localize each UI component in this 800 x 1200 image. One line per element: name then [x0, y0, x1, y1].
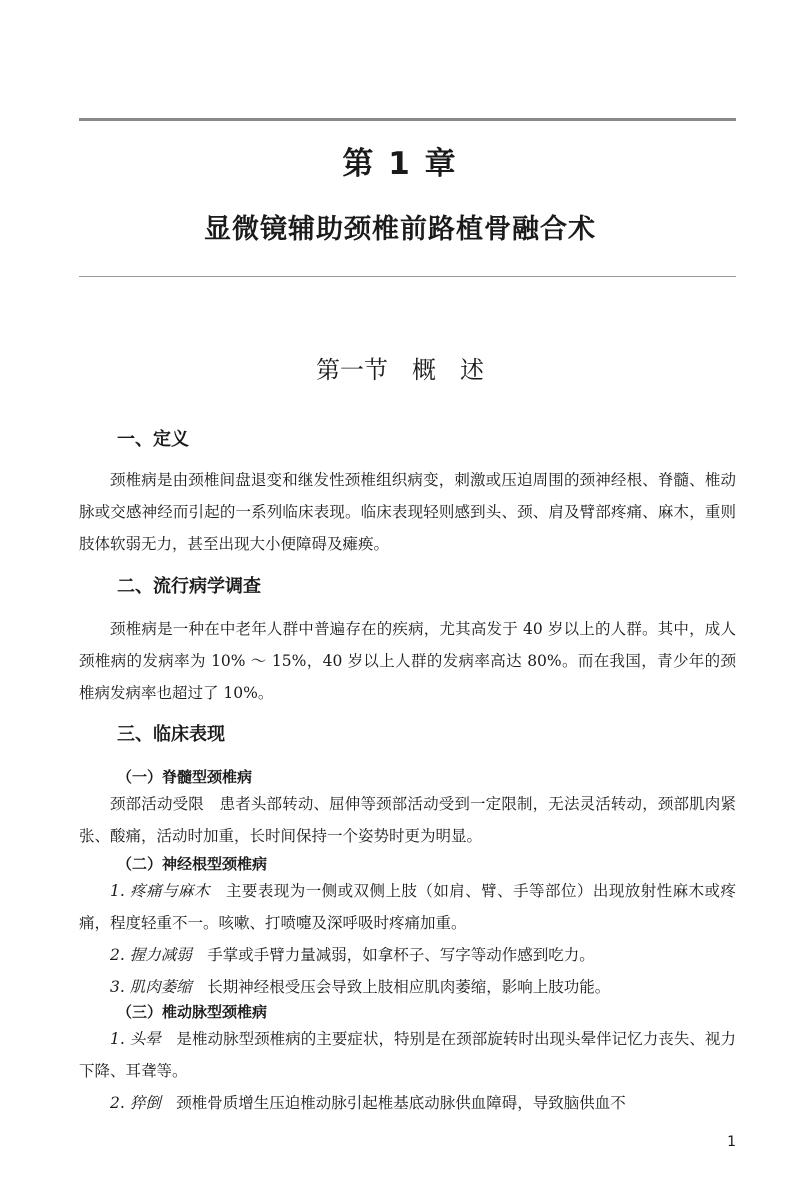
- myelopathy-description: 患者头部转动、屈伸等颈部活动受到一定限制，无法灵活转动，颈部肌肉紧张、酸痛，活动时加重，长时间保持一个姿势时更为明显。: [79, 795, 736, 845]
- chapter-top-rule: [79, 118, 736, 121]
- vertebral-artery-item-text: 颈椎骨质增生压迫椎动脉引起椎基底动脉供血障碍，导致脑供血不: [176, 1094, 626, 1112]
- radiculopathy-item-1: [79, 875, 736, 939]
- vertebral-artery-item-2: [79, 1087, 736, 1119]
- radiculopathy-item-term: 3. 肌肉萎缩: [110, 978, 192, 996]
- myelopathy-term: 颈部活动受限: [110, 795, 204, 813]
- vertebral-artery-heading: （三）椎动脉型颈椎病: [117, 1003, 268, 1021]
- vertebral-artery-items: [79, 1023, 736, 1119]
- radiculopathy-item-text: 主要表现为一侧或双侧上肢（如肩、臂、手等部位）出现放射性麻木或疼痛，程度轻重不一。咳嗽、打喷嚏及深呼吸时疼痛加重。: [79, 882, 736, 932]
- epidemiology-text: 颈椎病是一种在中老年人群中普遍存在的疾病，尤其高发于 40 岁以上的人群。其中，成人颈椎病的发病率为 10% ～ 15%，40 岁以上人群的发病率高达 80%。而在我国，青少年的颈椎病发病率也超过了 10%。: [79, 620, 736, 702]
- section-title: 第一节 概 述: [316, 356, 484, 384]
- vertebral-artery-item-1: [79, 1023, 736, 1087]
- clinical-heading: 三、临床表现: [117, 724, 225, 745]
- myelopathy-paragraph: [79, 788, 736, 852]
- radiculopathy-item-term: 2. 握力减弱: [110, 946, 192, 964]
- epidemiology-heading: 二、流行病学调查: [117, 576, 261, 597]
- radiculopathy-items: [79, 875, 736, 1003]
- definition-paragraph: [79, 464, 736, 560]
- vertebral-artery-item-term: 1. 头晕: [110, 1030, 161, 1048]
- page-number: 1: [727, 1134, 736, 1150]
- epidemiology-paragraph: [79, 613, 736, 709]
- chapter-bottom-rule: [79, 276, 736, 277]
- vertebral-artery-item-text: 是椎动脉型颈椎病的主要症状，特别是在颈部旋转时出现头晕伴记忆力丧失、视力下降、耳聋等。: [79, 1030, 736, 1080]
- definition-heading: 一、定义: [117, 429, 189, 450]
- definition-text: 颈椎病是由颈椎间盘退变和继发性颈椎组织病变，刺激或压迫周围的颈神经根、脊髓、椎动脉或交感神经而引起的一系列临床表现。临床表现轻则感到头、颈、肩及臂部疼痛、麻木，重则肢体软弱无力，甚至出现大小便障碍及瘫痪。: [79, 471, 736, 553]
- chapter-title: 显微镜辅助颈椎前路植骨融合术: [204, 214, 596, 245]
- myelopathy-text: [79, 788, 736, 852]
- radiculopathy-item-3: [79, 971, 736, 1003]
- chapter-number: 第 1 章: [342, 146, 458, 182]
- myelopathy-heading: （一）脊髓型颈椎病: [117, 768, 253, 786]
- radiculopathy-item-text: 长期神经根受压会导致上肢相应肌肉萎缩，影响上肢功能。: [207, 978, 611, 996]
- radiculopathy-item-2: [79, 939, 736, 971]
- radiculopathy-item-text: 手掌或手臂力量减弱，如拿杯子、写字等动作感到吃力。: [207, 946, 595, 964]
- radiculopathy-heading: （二）神经根型颈椎病: [117, 855, 268, 873]
- radiculopathy-item-term: 1. 疼痛与麻木: [110, 882, 210, 900]
- vertebral-artery-item-term: 2. 猝倒: [110, 1094, 161, 1112]
